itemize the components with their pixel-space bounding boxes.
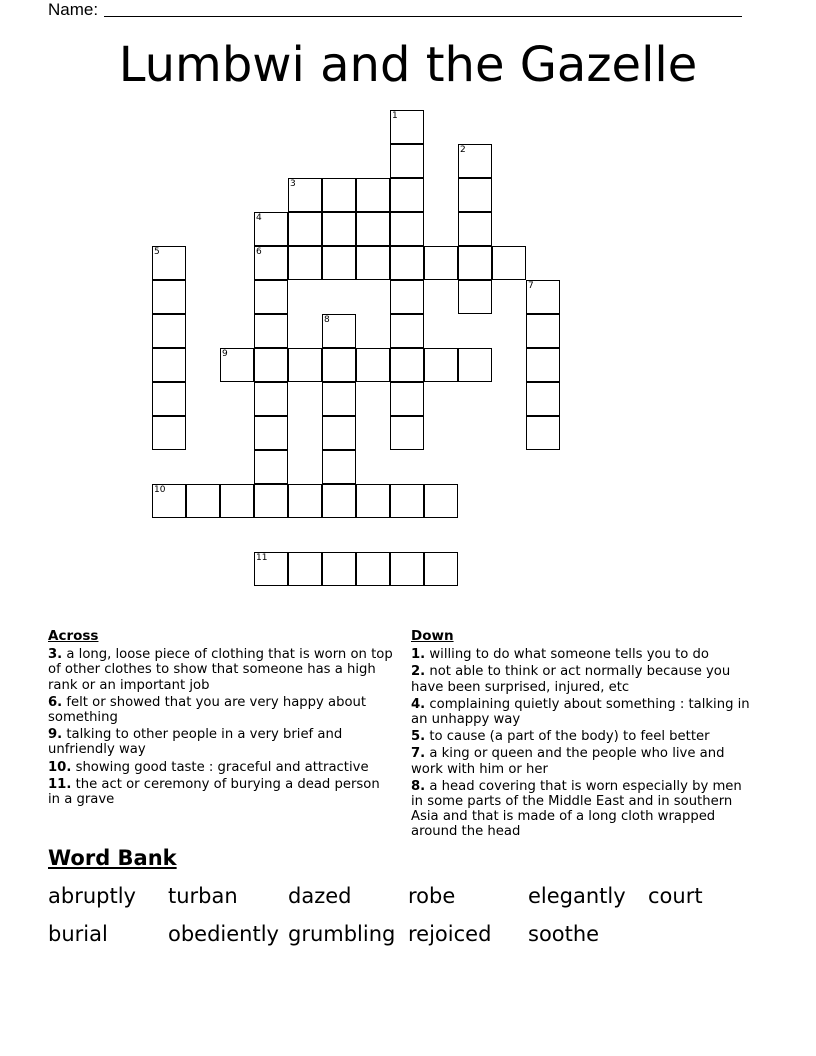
- grid-cell[interactable]: [424, 246, 458, 280]
- word-bank-word: turban: [168, 884, 238, 908]
- word-bank-word: obediently: [168, 922, 279, 946]
- across-clues: [48, 629, 393, 809]
- grid-cell[interactable]: [390, 416, 424, 450]
- grid-cell[interactable]: [356, 348, 390, 382]
- grid-cell[interactable]: [390, 178, 424, 212]
- clue-number: 2: [460, 145, 466, 155]
- grid-cell[interactable]: [254, 450, 288, 484]
- clue-text: willing to do what someone tells you to do: [425, 647, 709, 663]
- down-clue: [411, 697, 756, 727]
- grid-cell[interactable]: [390, 552, 424, 586]
- grid-cell[interactable]: [390, 246, 424, 280]
- grid-cell[interactable]: [288, 348, 322, 382]
- across-clue: [48, 727, 393, 757]
- clue-number: 11.: [48, 776, 72, 792]
- across-clue: [48, 695, 393, 725]
- grid-cell[interactable]: [254, 484, 288, 518]
- grid-cell[interactable]: [220, 484, 254, 518]
- grid-cell[interactable]: [458, 280, 492, 314]
- grid-cell[interactable]: [390, 382, 424, 416]
- across-clue: [48, 647, 393, 693]
- clue-number: 10.: [48, 759, 72, 775]
- word-bank-word: elegantly: [528, 884, 626, 908]
- word-bank-word: soothe: [528, 922, 600, 946]
- grid-cell[interactable]: [152, 348, 186, 382]
- page-title: Lumbwi and the Gazelle: [118, 37, 698, 93]
- grid-cell[interactable]: [390, 110, 424, 144]
- down-clue: [411, 779, 756, 840]
- grid-cell[interactable]: [356, 552, 390, 586]
- clue-number: 9.: [48, 727, 63, 743]
- grid-cell[interactable]: [526, 280, 560, 314]
- grid-cell[interactable]: [288, 212, 322, 246]
- grid-cell[interactable]: [322, 484, 356, 518]
- grid-cell[interactable]: [322, 348, 356, 382]
- clue-number: 6.: [48, 694, 63, 710]
- grid-cell[interactable]: [322, 450, 356, 484]
- grid-cell[interactable]: [390, 212, 424, 246]
- grid-cell[interactable]: [390, 144, 424, 178]
- grid-cell[interactable]: [254, 246, 288, 280]
- grid-cell[interactable]: [458, 212, 492, 246]
- clue-text: talking to other people in a very brief and unfriendly way: [48, 727, 343, 758]
- grid-cell[interactable]: [322, 552, 356, 586]
- clue-text: not able to think or act normally because you have been surprised, injured, etc: [411, 664, 731, 695]
- word-bank-word: court: [648, 884, 703, 908]
- grid-cell[interactable]: [254, 416, 288, 450]
- grid-cell[interactable]: [254, 382, 288, 416]
- clue-number: 8.: [411, 778, 426, 794]
- grid-cell[interactable]: [356, 212, 390, 246]
- down-clue: [411, 664, 756, 694]
- clue-number: 5.: [411, 729, 426, 745]
- clue-number: 7.: [411, 746, 426, 762]
- grid-cell[interactable]: [424, 348, 458, 382]
- grid-cell[interactable]: [322, 382, 356, 416]
- clue-number: 1: [392, 111, 398, 121]
- clue-number: 8: [324, 315, 330, 325]
- word-bank-word: rejoiced: [408, 922, 492, 946]
- grid-cell[interactable]: [322, 246, 356, 280]
- grid-cell[interactable]: [526, 314, 560, 348]
- clue-text: complaining quietly about something : talking in an unhappy way: [411, 696, 750, 728]
- grid-cell[interactable]: [254, 280, 288, 314]
- clue-text: showing good taste : graceful and attractive: [71, 759, 369, 775]
- across-clue: [48, 777, 393, 807]
- word-bank-word: burial: [48, 922, 108, 946]
- grid-cell[interactable]: [390, 314, 424, 348]
- clue-number: 7: [528, 281, 534, 291]
- clue-number: 5: [154, 247, 160, 257]
- down-heading: Down: [411, 628, 454, 644]
- grid-cell[interactable]: [526, 416, 560, 450]
- word-bank-title: Word Bank: [48, 846, 177, 870]
- grid-cell[interactable]: [390, 484, 424, 518]
- grid-cell[interactable]: [322, 178, 356, 212]
- down-clue: [411, 729, 756, 744]
- word-bank-word: robe: [408, 884, 456, 908]
- down-clues: [411, 629, 756, 842]
- grid-cell[interactable]: [526, 382, 560, 416]
- down-clue: [411, 647, 756, 662]
- grid-cell[interactable]: [288, 484, 322, 518]
- grid-cell[interactable]: [390, 348, 424, 382]
- grid-cell[interactable]: [356, 484, 390, 518]
- clue-text: the act or ceremony of burying a dead person in a grave: [48, 776, 380, 808]
- clue-number: 11: [256, 553, 268, 563]
- word-bank-word: dazed: [288, 884, 352, 908]
- grid-cell[interactable]: [458, 246, 492, 280]
- clue-text: to cause (a part of the body) to feel better: [425, 729, 710, 745]
- grid-cell[interactable]: [424, 552, 458, 586]
- grid-cell[interactable]: [322, 314, 356, 348]
- grid-cell[interactable]: [220, 348, 254, 382]
- clue-number: 9: [222, 349, 228, 359]
- grid-cell[interactable]: [186, 484, 220, 518]
- grid-cell[interactable]: [288, 178, 322, 212]
- word-bank-word: grumbling: [288, 922, 396, 946]
- grid-cell[interactable]: [152, 416, 186, 450]
- grid-cell[interactable]: [152, 314, 186, 348]
- clue-text: a long, loose piece of clothing that is worn on top of other clothes to show that someone has a high rank or an important job: [48, 647, 393, 693]
- clue-number: 4: [256, 213, 262, 223]
- name-label: Name:: [48, 0, 99, 19]
- across-heading: Across: [48, 628, 99, 644]
- grid-cell[interactable]: [322, 416, 356, 450]
- grid-cell[interactable]: [152, 280, 186, 314]
- down-clue: [411, 746, 756, 776]
- grid-cell[interactable]: [356, 246, 390, 280]
- grid-cell[interactable]: [390, 280, 424, 314]
- clue-number: 4.: [411, 696, 426, 712]
- grid-cell[interactable]: [254, 552, 288, 586]
- grid-cell[interactable]: [424, 484, 458, 518]
- grid-cell[interactable]: [288, 246, 322, 280]
- grid-cell[interactable]: [356, 178, 390, 212]
- clue-number: 3: [290, 179, 296, 189]
- grid-cell[interactable]: [254, 212, 288, 246]
- clue-number: 3.: [48, 647, 63, 663]
- grid-cell[interactable]: [254, 314, 288, 348]
- grid-cell[interactable]: [322, 212, 356, 246]
- grid-cell[interactable]: [152, 484, 186, 518]
- across-clue: [48, 760, 393, 775]
- word-bank-word: abruptly: [48, 884, 136, 908]
- clue-text: a head covering that is worn especially by men in some parts of the Middle East and in southern Asia and that is made of a long cloth wrapped around the head: [411, 778, 742, 840]
- grid-cell[interactable]: [288, 552, 322, 586]
- clue-text: a king or queen and the people who live and work with him or her: [411, 746, 725, 777]
- clue-number: 6: [256, 247, 262, 257]
- clue-number: 10: [154, 485, 166, 495]
- grid-cell[interactable]: [492, 246, 526, 280]
- grid-cell[interactable]: [526, 348, 560, 382]
- grid-cell[interactable]: [254, 348, 288, 382]
- grid-cell[interactable]: [458, 348, 492, 382]
- grid-cell[interactable]: [458, 144, 492, 178]
- clue-number: 2.: [411, 664, 426, 680]
- grid-cell[interactable]: [152, 246, 186, 280]
- clue-text: felt or showed that you are very happy about something: [48, 694, 367, 726]
- grid-cell[interactable]: [458, 178, 492, 212]
- clue-number: 1.: [411, 647, 426, 663]
- grid-cell[interactable]: [152, 382, 186, 416]
